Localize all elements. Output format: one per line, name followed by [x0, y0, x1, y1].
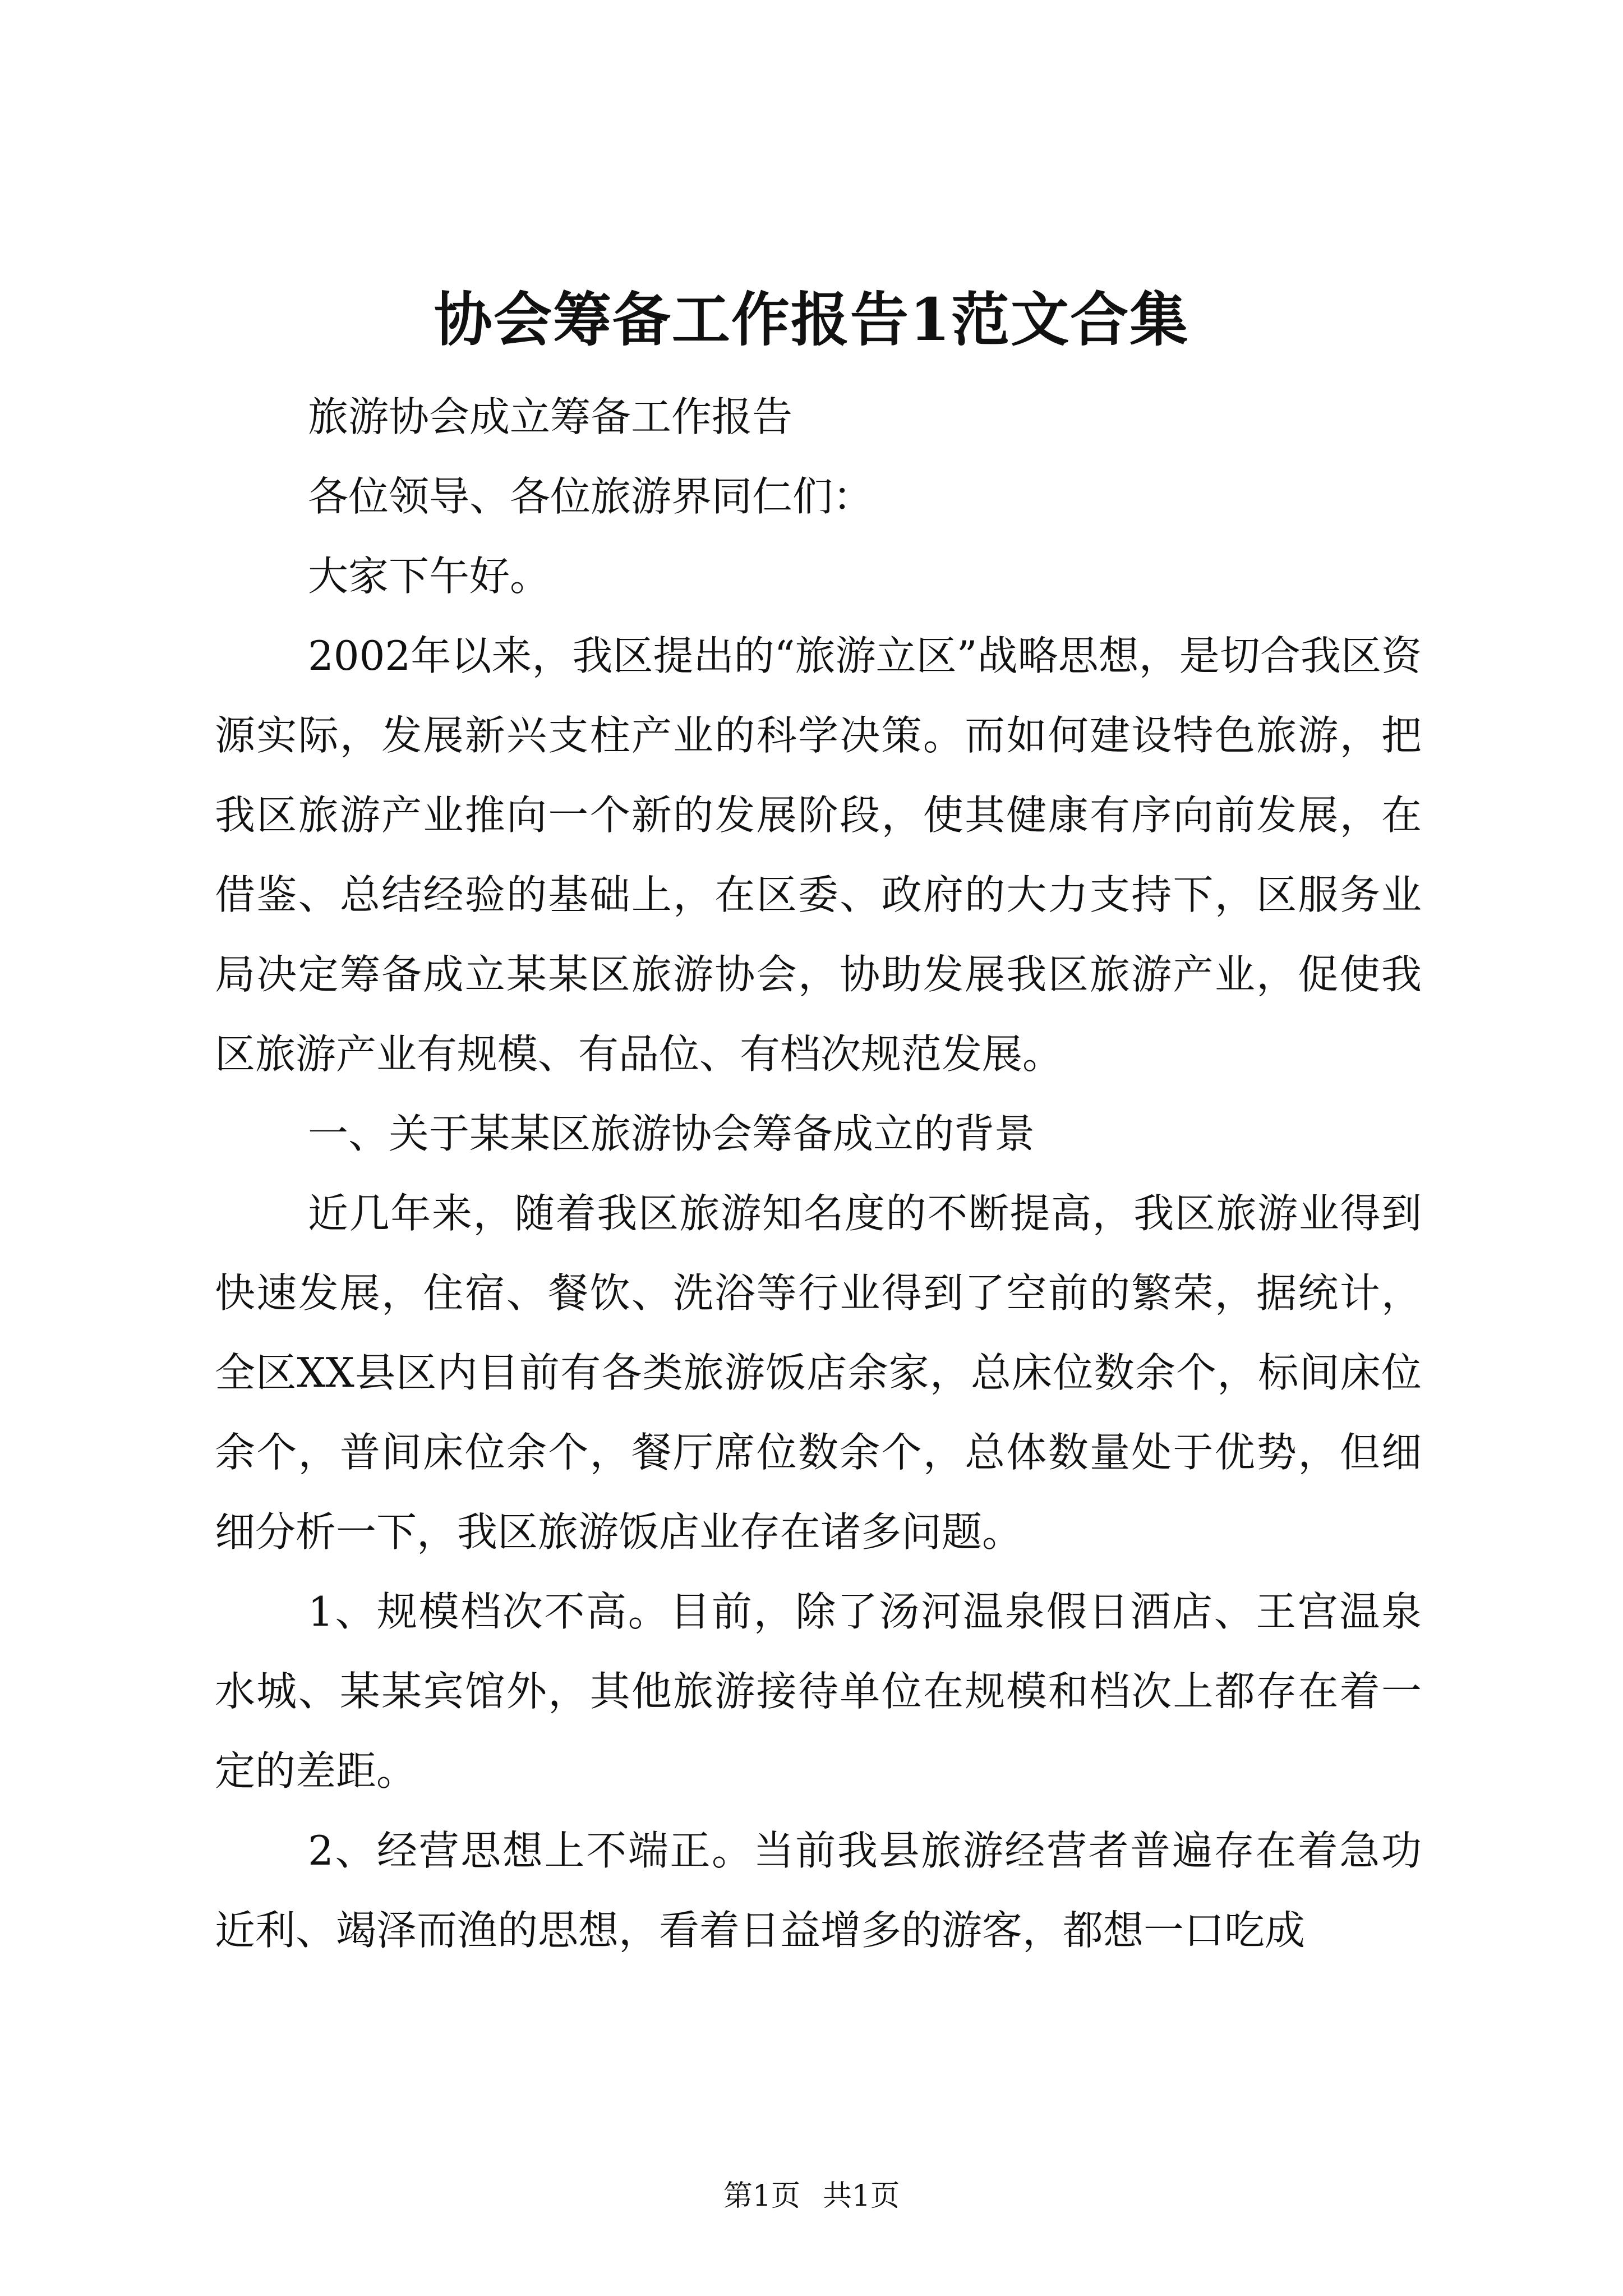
page-total: 共1页 [823, 2179, 900, 2213]
paragraph-report-heading: 旅游协会成立筹备工作报告 [308, 393, 793, 440]
document-title: 协会筹备工作报告1范文合集 [434, 285, 1189, 354]
page-footer [0, 2177, 1623, 2216]
paragraph-problem-management: 2、经营思想上不端正。当前我县旅游经营者普遍存在着急功近利、竭泽而渔的思想，看着日益增多的游客，都想一口吃成 [215, 1827, 1422, 1954]
page-number: 第1页 [723, 2179, 800, 2213]
section-heading-background: 一、关于某某区旅游协会筹备成立的背景 [308, 1110, 1035, 1157]
paragraph-problem-scale: 1、规模档次不高。目前，除了汤河温泉假日酒店、王宫温泉水城、某某宾馆外，其他旅游接待单位在规模和档次上都存在着一定的差距。 [215, 1588, 1422, 1795]
paragraph-salutation: 各位领导、各位旅游界同仁们： [308, 473, 874, 520]
paragraph-intro: 2002年以来，我区提出的“旅游立区”战略思想，是切合我区资源实际，发展新兴支柱产业的科学决策。而如何建设特色旅游，把我区旅游产业推向一个新的发展阶段，使其健康有序向前发展，在借鉴、总结经验的基础上，在区委、政府的大力支持下，区服务业局决定筹备成立某某区旅游协会，协助发展我区旅游产业，促使我区旅游产业有规模、有品位、有档次规范发展。 [215, 632, 1422, 1078]
paragraph-greeting: 大家下午好。 [308, 553, 551, 600]
document-body [215, 377, 1422, 1970]
paragraph-industry-status: 近几年来，随着我区旅游知名度的不断提高，我区旅游业得到快速发展，住宿、餐饮、洗浴等行业得到了空前的繁荣，据统计，全区XX县区内目前有各类旅游饭店余家，总床位数余个，标间床位余个，普间床位余个，餐厅席位数余个，总体数量处于优势，但细细分析一下，我区旅游饭店业存在诸多问题。 [215, 1190, 1422, 1556]
